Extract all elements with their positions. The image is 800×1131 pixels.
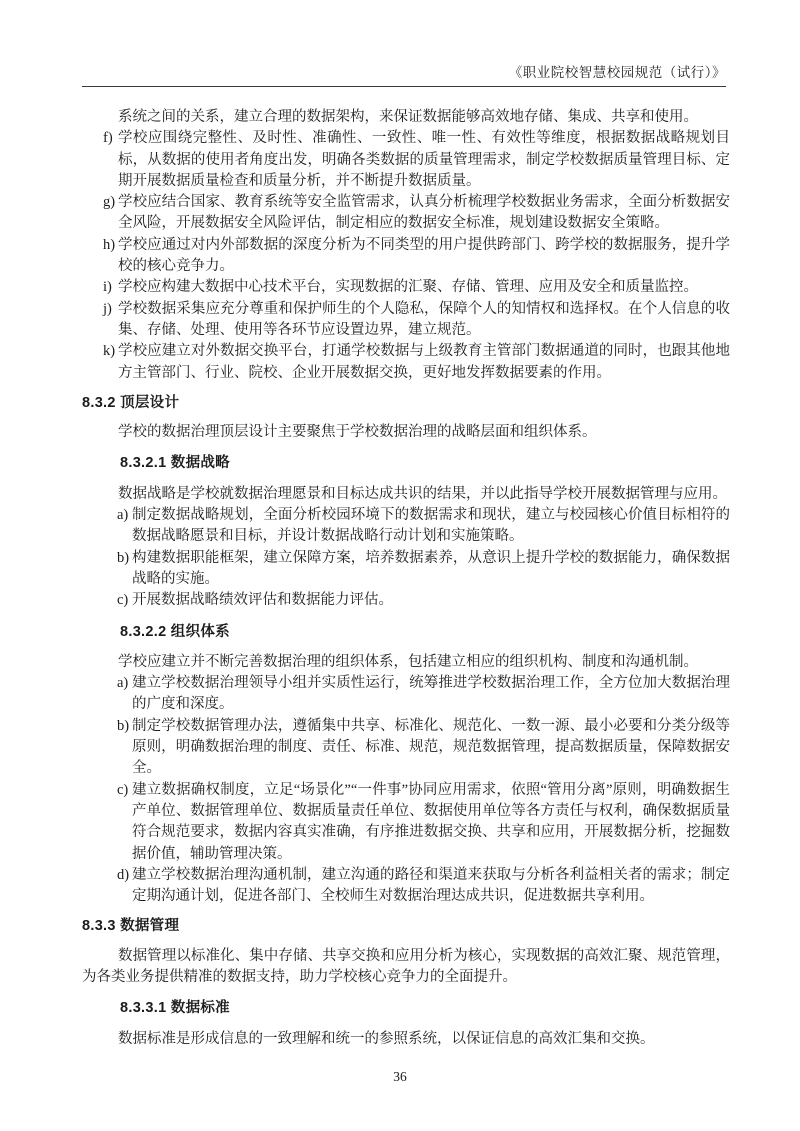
item-text: 建立数据确权制度，立足“场景化”“一件事”协同应用需求，依照“管用分离”原则，明确数据生产单位、数据管理单位、数据质量责任单位、数据使用单位等各方责任与权利，确保数据质量符合规范要求，数据内容真实准确，有序推进数据交换、共享和应用，开展数据分析，挖掘数据价值，辅助管理决策。 (132, 781, 730, 862)
page-number: 36 (393, 1069, 407, 1084)
list-item-d (82, 865, 730, 908)
item-text: 学校应构建大数据中心技术平台，实现数据的汇聚、存储、管理、应用及安全和质量监控。 (118, 279, 698, 296)
item-label: c) (117, 781, 129, 798)
header-rule (82, 86, 726, 87)
section-heading-8-3-3: 8.3.3 数据管理 (82, 918, 180, 935)
section-intro-8-3-3: 数据管理以标准化、集中存储、共享交换和应用分析为核心，实现数据的高效汇聚、规范管理，为各类业务提供精准的数据支持，助力学校核心竞争力的全面提升。 (82, 947, 730, 985)
section-heading-8-3-3-1: 8.3.3.1 数据标准 (120, 1000, 230, 1017)
item-label: a) (117, 507, 129, 524)
item-text: 学校应结合国家、教育系统等安全监管需求，认真分析梳理学校数据业务需求，全面分析数据安全风险，开展数据安全风险评估，制定相应的数据安全标准，规划建设数据安全策略。 (118, 194, 730, 232)
list-item-c (82, 590, 730, 611)
list-item-i (82, 277, 730, 298)
item-text: 制定数据战略规划，全面分析校园环境下的数据需求和现状，建立与校园核心价值目标相符的数据战略愿景和目标，并设计数据战略行动计划和实施策略。 (132, 507, 730, 545)
list-item-c (82, 780, 730, 865)
page-content (82, 107, 730, 1050)
item-label: f) (103, 130, 113, 147)
item-text: 建立学校数据治理沟通机制，建立沟通的路径和渠道来获取与分析各利益相关者的需求；制定定期沟通计划，促进各部门、全校师生对数据治理达成共识，促进数据共享利用。 (132, 866, 730, 905)
list-item-f (82, 128, 730, 192)
section-intro-8-3-2-2: 学校应建立并不断完善数据治理的组织体系，包括建立相应的组织机构、制度和沟通机制。 (118, 653, 698, 670)
item-label: k) (103, 343, 116, 360)
item-text: 学校应通过对内外部数据的深度分析为不同类型的用户提供跨部门、跨学校的数据服务，提升学校的核心竞争力。 (118, 236, 730, 275)
item-label: d) (117, 866, 130, 883)
list-item-j (82, 299, 730, 342)
item-text: 学校应围绕完整性、及时性、准确性、一致性、唯一性、有效性等维度，根据数据战略规划目标，从数据的使用者角度出发，明确各类数据的质量管理需求，制定学校数据质量管理目标、定期开展数据质量检查和质量分析，并不断提升数据质量。 (118, 130, 730, 189)
list-item-b (82, 548, 730, 591)
item-text: 学校数据采集应充分尊重和保护师生的个人隐私，保障个人的知情权和选择权。在个人信息的收集、存储、处理、使用等各环节应设置边界，建立规范。 (118, 300, 730, 338)
section-heading-8-3-2: 8.3.2 顶层设计 (82, 394, 180, 411)
item-text: 开展数据战略绩效评估和数据能力评估。 (132, 592, 393, 609)
item-text: 构建数据职能框架，建立保障方案，培养数据素养，从意识上提升学校的数据能力，确保数据战略的实施。 (132, 549, 730, 587)
page-footer (0, 1069, 800, 1085)
item-label: b) (117, 549, 130, 566)
item-label: a) (117, 675, 129, 692)
list-item-h (82, 235, 730, 278)
list-item-g (82, 192, 730, 235)
list-item-a (82, 673, 730, 716)
list-item-b (82, 716, 730, 780)
section-heading-8-3-2-1: 8.3.2.1 数据战略 (120, 455, 230, 472)
header-title: 《职业院校智慧校园规范（试行）》 (508, 65, 726, 80)
item-label: i) (103, 279, 112, 296)
item-label: b) (117, 717, 130, 734)
item-text: 建立学校数据治理领导小组并实质性运行，统筹推进学校数据治理工作，全方位加大数据治理的广度和深度。 (132, 675, 730, 713)
section-heading-8-3-2-2: 8.3.2.2 组织体系 (120, 623, 230, 640)
list-item-a (82, 505, 730, 548)
section-intro-8-3-2: 学校的数据治理顶层设计主要聚焦于学校数据治理的战略层面和组织体系。 (118, 424, 597, 441)
item-text: 学校应建立对外数据交换平台，打通学校数据与上级教育主管部门数据通道的同时，也跟其他地方主管部门、行业、院校、企业开展数据交换，更好地发挥数据要素的作用。 (118, 343, 730, 381)
item-label: c) (117, 592, 129, 609)
list-item-k (82, 341, 730, 384)
page-header (509, 61, 726, 81)
section-intro-8-3-2-1: 数据战略是学校就数据治理愿景和目标达成共识的结果，并以此指导学校开展数据管理与应用。 (118, 485, 727, 502)
item-label: g) (103, 194, 116, 211)
paragraph-continuation: 系统之间的关系，建立合理的数据架构，来保证数据能够高效地存储、集成、共享和使用。 (118, 109, 698, 125)
section-intro-8-3-3-1: 数据标准是形成信息的一致理解和统一的参照系统，以保证信息的高效汇集和交换。 (118, 1030, 655, 1047)
item-text: 制定学校数据管理办法，遵循集中共享、标准化、规范化、一数一源、最小必要和分类分级等原则，明确数据治理的制度、责任、标准、规范，规范数据管理，提高数据质量，保障数据安全。 (132, 717, 730, 777)
item-label: j) (103, 300, 112, 317)
item-label: h) (103, 236, 116, 253)
